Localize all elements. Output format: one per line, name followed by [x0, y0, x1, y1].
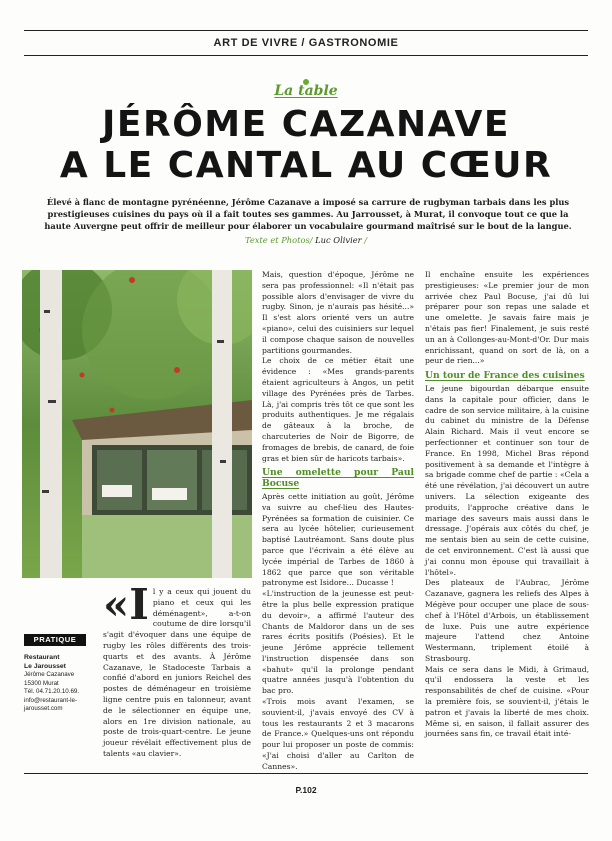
header-rule	[24, 55, 588, 56]
pratique-box	[24, 654, 96, 714]
restaurant-name-2: Le Jarousset	[24, 662, 66, 670]
paragraph: Des plateaux de l'Aubrac, Jérôme Cazanave, gagnera les reliefs des Alpes à Mégève pour occuper une place de sous-chef à l'Hôtel d'Arbois, un établissement de luxe. Puis une autre expérience majeure l'attend chez Antoine Westermann, triplement étoilé à Strasbourg.	[425, 578, 589, 663]
pratique-line: jarousset.com	[24, 705, 63, 712]
top-rule	[24, 30, 588, 31]
subheading: Une omelette pour Paul Bocuse	[262, 467, 414, 490]
restaurant-photo	[22, 270, 252, 578]
paragraph: Le choix de ce métier était une évidence : «Mes grands-parents étaient agriculteurs à Angos, un petit village des Pyrénées près de Tarbes. Là, j'ai compris très tôt ce que sont les produits authentiques. Je me régalais de gâteaux à la broche, de charcuteries de Noir de Bigorre, de fromages de brebis, de canard, de foie gras et bien sûr de haricots tarbais».	[262, 356, 414, 463]
credit-end: /	[364, 235, 368, 245]
column-1	[103, 580, 251, 760]
paragraph: Mais, question d'époque, Jérôme ne sera pas professionnel: «Il n'était pas possible alors d'envisager de vivre du rugby. Sinon, je n'aurais pas hésité...» Il s'est alors orienté vers un autre «piano», celui des cuisiniers sur lequel il compose chaque saison de nouvelles partitions gourmandes.	[262, 270, 414, 355]
title-line-1: JÉRÔME CAZANAVE	[101, 104, 510, 145]
restaurant-name-1: Restaurant	[24, 654, 60, 661]
kicker: La table	[274, 83, 338, 99]
pratique-line: 15300 Murat	[24, 679, 59, 687]
credit-line	[0, 235, 612, 245]
footer-rule	[24, 773, 588, 774]
paragraph: Il enchaîne ensuite les expériences prestigieuses: «Le premier jour de mon arrivée chez Paul Bocuse, j'ai dû lui préparer pour son repas une salade et une omelette. Je savais faire mais je n'étais pas fier! Finalement, je suis resté un an à Collonges-au-Mont-d'Or. Dur mais enrichissant, quand on sort de là, on a peur de rien...»	[425, 270, 589, 366]
pratique-label: PRATIQUE	[24, 634, 86, 646]
pratique-line: Jérôme Cazanave	[24, 671, 75, 678]
paragraph: Le jeune bigourdan débarque ensuite dans la capitale pour officier, dans le cadre de son service militaire, à la cuisine du cabinet du ministre de la Défense Alain Richard. Mais il veut encore se perfectionner et continuer son tour de France. En 1998, Michel Bras répond positivement à sa demande et l'intègre à sa brigade comme chef de partie : «Cela a été une révélation, j'ai découvert un autre univers. La sélection exigeante des produits, l'approche créative dans le mariage des saveurs mais aussi dans le dressage. J'opérais aux côtés du chef, je me sentais bien au sein de cette cuisine, de cet environnement. C'est là aussi que j'ai connu mon épouse qui travaillait à l'hôtel».	[425, 383, 589, 577]
paragraph: «L'instruction de la jeunesse est peut-être la plus belle expression pratique du devoir», a affirmé l'auteur des Chants de Maldoror dans un de ses rares écrits positifs (Poésies). Et le jeune Jérôme apprécie tellement l'instruction dispensée dans son «bahut» qu'il la prolonge pendant quatre années jusqu'à l'obtention du bac pro.	[262, 589, 414, 696]
lede: Élevé à flanc de montagne pyrénéenne, Jérôme Cazanave a imposé sa carrure de rugbyman tarbais dans les plus prestigieuses cuisines du pays où il a fait toutes ses gammes. Au Jarrousset, à Murat, il convoque tout ce que la haute Auvergne peut offrir de meilleur pour élaborer un vocabulaire gourmand maîtrisé sur le bout de la langue.	[44, 197, 572, 231]
page-number: P.102	[295, 785, 317, 795]
section-header: ART DE VIVRE / GASTRONOMIE	[213, 37, 399, 49]
column-2	[262, 270, 414, 773]
column-3	[425, 270, 589, 740]
paragraph: Mais ce sera dans le Midi, à Grimaud, qu'il endossera la veste et les responsabilités de chef de cuisine. «Pour la première fois, se souvient-il, j'étais le patron et j'avais la liberté de mes choix. Même si, en saison, il fallait assurer des journées sans fin, ce travail était inté-	[425, 664, 589, 739]
dropcap: «I	[103, 580, 149, 629]
paragraph: «Trois mois avant l'examen, se souvient-il, j'avais envoyé des CV à tous les restaurants 2 et 3 macarons de France.» Quelques-uns ont répondu pour lui proposer un poste de commis: «J'ai choisi d'aller au Carlton de Cannes».	[262, 697, 414, 771]
pratique-line: info@restaurant-le-	[24, 696, 78, 704]
intro-paragraph: «I l y a ceux qui jouent du piano et ceux qui les déménagent», a-t-on coutume de dire lorsqu'il s'agit d'évoquer dans une équipe de rugby les rôles différents des trois-quarts et des avants. À Jérôme Cazanave, le Stadoceste Tarbais a confié d'abord en juniors Reichel des postes de déménageur en troisième ligne centre puis en talonneur, avant de le sélectionner en équipe une, alors en 1re division nationale, au poste de trois-quart-centre. Le jeune joueur révélait effectivement plus de talents «au clavier».	[103, 580, 251, 758]
pratique-line: Tél. 04.71.20.10.69.	[24, 688, 80, 695]
paragraph: Après cette initiation au goût, Jérôme va suivre au chef-lieu des Hautes-Pyrénées sa formation de cuisinier. Ce sera au lycée hôtelier, curieusement baptisé Lautréamont. Sans doute plus parce que l'écrivain a été élève au lycée impérial de Tarbes de 1860 à 1862 que parce que son véritable patronyme est Isidore... Ducasse !	[262, 491, 414, 588]
subheading: Un tour de France des cuisines	[425, 370, 585, 382]
credit-label: Texte et Photos/	[244, 235, 313, 245]
title-line-2: A LE CANTAL AU CŒUR	[59, 145, 553, 186]
credit-name: Luc Olivier	[315, 235, 362, 245]
